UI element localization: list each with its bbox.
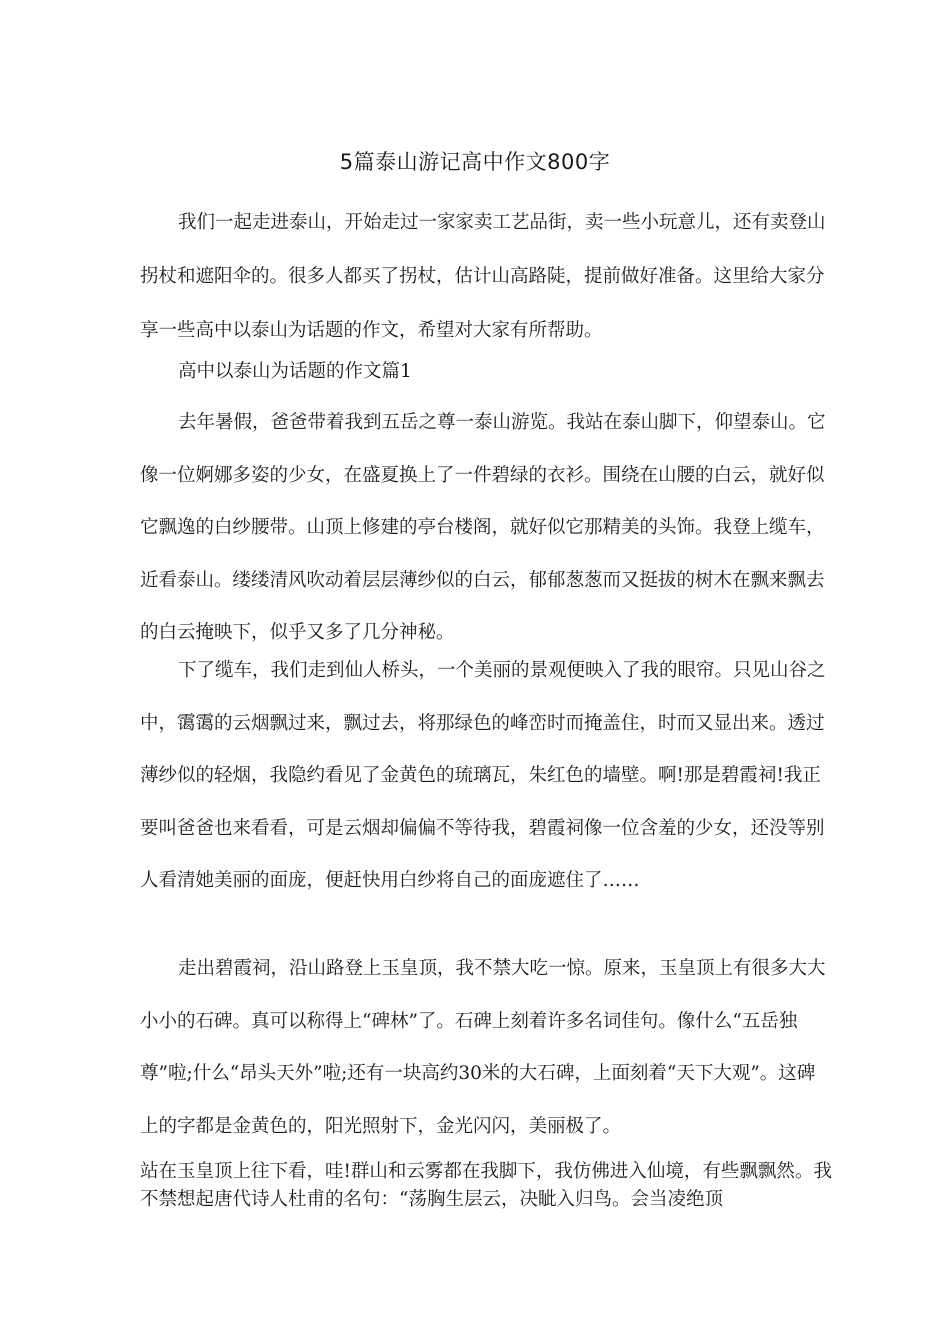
paragraph-block-1 (140, 397, 832, 660)
body-paragraph: 走出碧霞祠，沿山路登上玉皇顶，我不禁大吃一惊。原来，玉皇顶上有很多大大小小的石碑。真可以称得上“碑林”了。石碑上刻着许多名词佳句。像什么“五岳独尊”啦;什么“昂头天外”啦;还有一块高约30米的大石碑，上面刻着“天下大观”。这碑上的字都是金黄色的，阳光照射下，金光闪闪，美丽极了。 (140, 958, 826, 1137)
paragraph-block-3 (140, 943, 832, 1153)
body-paragraph: 站在玉皇顶上往下看，哇!群山和云雾都在我脚下，我仿佛进入仙境，有些飘飘然。我不禁想起唐代诗人杜甫的名句：“荡胸生层云，决眦入归鸟。会当凌绝顶 (140, 1161, 832, 1210)
paragraph-block-2 (140, 645, 832, 908)
paragraph-block-4 (140, 1158, 832, 1214)
body-paragraph: 去年暑假，爸爸带着我到五岳之尊一泰山游览。我站在泰山脚下，仰望泰山。它像一位婀娜多姿的少女，在盛夏换上了一件碧绿的衣衫。围绕在山腰的白云，就好似它飘逸的白纱腰带。山顶上修建的亭台楼阁，就好似它那精美的头饰。我登上缆车，近看泰山。缕缕清风吹动着层层薄纱似的白云，郁郁葱葱而又挺拔的树木在飘来飘去的白云掩映下，似乎又多了几分神秘。 (140, 412, 826, 643)
document-title: 5篇泰山游记高中作文800字 (339, 150, 611, 174)
body-paragraph: 下了缆车，我们走到仙人桥头，一个美丽的景观便映入了我的眼帘。只见山谷之中，霭霭的云烟飘过来，飘过去，将那绿色的峰峦时而掩盖住，时而又显出来。透过薄纱似的轻烟，我隐约看见了金黄色的琉璃瓦，朱红色的墙壁。啊!那是碧霞祠!我正要叫爸爸也来看看，可是云烟却偏偏不等待我，碧霞祠像一位含羞的少女，还没等别人看清她美丽的面庞，便赶快用白纱将自己的面庞遮住了…… (140, 660, 826, 891)
intro-paragraph: 我们一起走进泰山，开始走过一家家卖工艺品街，卖一些小玩意儿，还有卖登山拐杖和遮阳伞的。很多人都买了拐杖，估计山高路陡，提前做好准备。这里给大家分享一些高中以泰山为话题的作文，希望对大家有所帮助。 (140, 212, 826, 341)
section-heading: 高中以泰山为话题的作文篇1 (178, 361, 412, 382)
section-heading-block (140, 345, 832, 399)
intro-block (140, 196, 832, 358)
